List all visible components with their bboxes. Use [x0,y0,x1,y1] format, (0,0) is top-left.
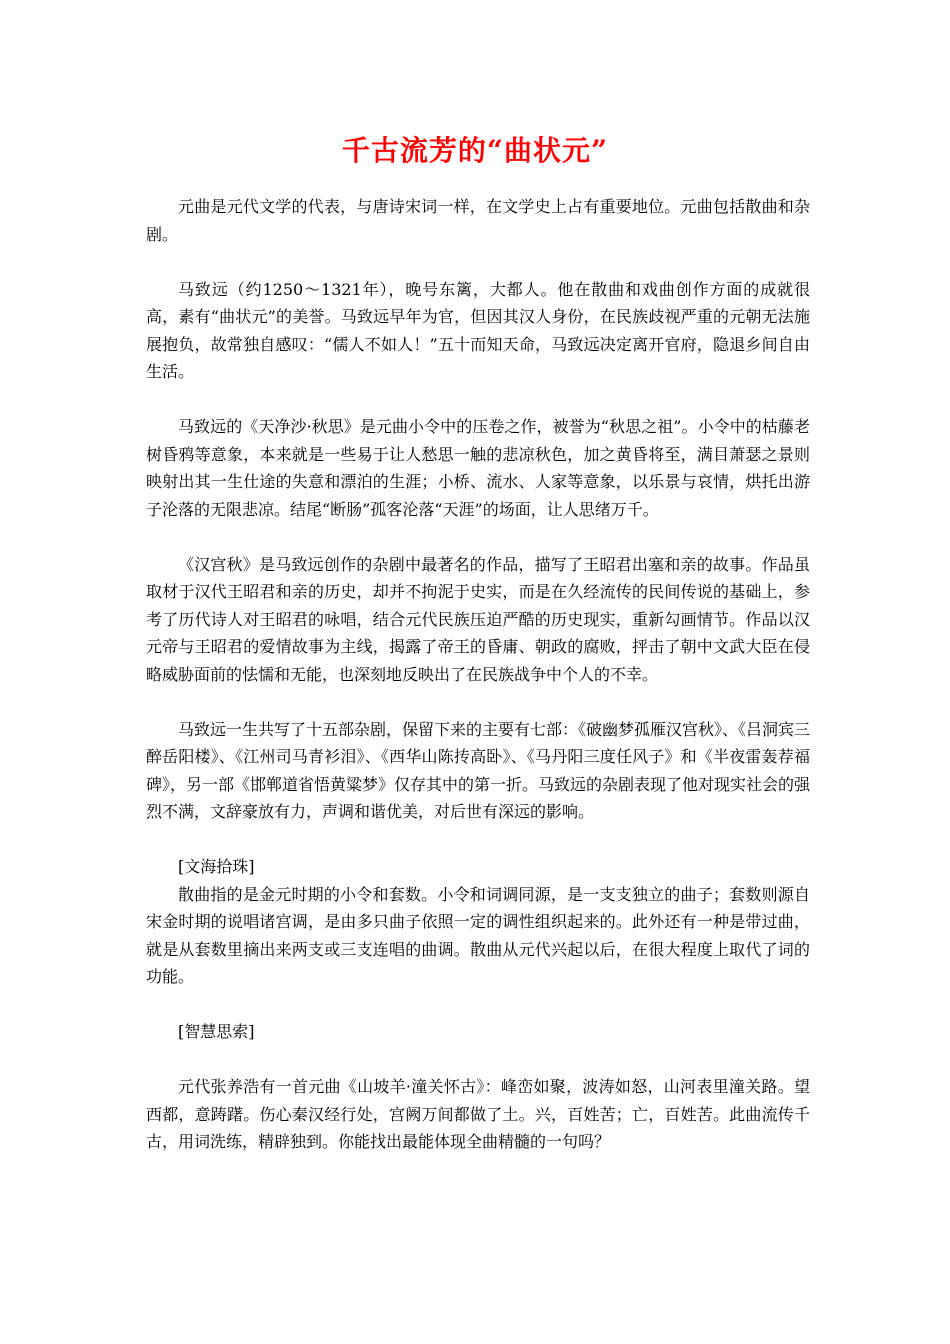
section-heading-zhihui: [智慧思索] [178,1022,255,1041]
page-title: 千古流芳的“曲状元” [341,134,609,167]
paragraph-zaju-works: 马致远一生共写了十五部杂剧，保留下来的主要有七部：《破幽梦孤雁汉宫秋》、《吕洞宾三醉岳阳楼》、《江州司马青衫泪》、《西华山陈抟高卧》、《马丹阳三度任风子》和《半夜雷轰荐福碑》，另一部《邯郸道省悟黄粱梦》仅存其中的第一折。马致远的杂剧表现了他对现实社会的强烈不满，文辞豪放有力，声调和谐优美，对后世有深远的影响。 [146,719,811,821]
paragraph-biography: 马致远（约1250～1321年），晚号东篱，大都人。他在散曲和戏曲创作方面的成就很高，素有“曲状元”的美誉。马致远早年为官，但因其汉人身份，在民族歧视严重的元朝无法施展抱负，故常独自感叹：“儒人不如人！”五十而知天命，马致远决定离开官府，隐退乡间自由生活。 [146,279,810,381]
paragraph-intro: 元曲是元代文学的代表，与唐诗宋词一样，在文学史上占有重要地位。元曲包括散曲和杂剧。 [146,197,810,244]
paragraph-question: 元代张养浩有一首元曲《山坡羊·潼关怀古》：峰峦如聚，波涛如怒，山河表里潼关路。望西都，意踌躇。伤心秦汉经行处，宫阙万间都做了土。兴，百姓苦；亡，百姓苦。此曲流传千古，用词洗练，精辟独到。你能找出最能体现全曲精髓的一句吗？ [146,1077,810,1151]
paragraph-autumn-thoughts: 马致远的《天净沙·秋思》是元曲小令中的压卷之作，被誉为“秋思之祖”。小令中的枯藤老树昏鸦等意象，本来就是一些易于让人愁思一触的悲凉秋色，加之黄昏将至，满目萧瑟之景则映射出其一生仕途的失意和漂泊的生涯；小桥、流水、人家等意象，以乐景与哀情，烘托出游子沦落的无限悲凉。结尾“断肠”孤客沦落“天涯”的场面，让人思绪万千。 [146,417,810,519]
paragraph-han-palace-autumn: 《汉宫秋》是马致远创作的杂剧中最著名的作品，描写了王昭君出塞和亲的故事。作品虽取材于汉代王昭君和亲的历史，却并不拘泥于史实，而是在久经流传的民间传说的基础上，参考了历代诗人对王昭君的咏唱，结合元代民族压迫严酷的历史现实，重新勾画情节。作品以汉元帝与王昭君的爱情故事为主线，揭露了帝王的昏庸、朝政的腐败，抨击了朝中文武大臣在侵略威胁面前的怯懦和无能，也深刻地反映出了在民族战争中个人的不幸。 [146,554,810,684]
paragraph-sanqu: 散曲指的是金元时期的小令和套数。小令和词调同源，是一支支独立的曲子；套数则源自宋金时期的说唱诸宫调，是由多只曲子依照一定的调性组织起来的。此外还有一种是带过曲，就是从套数里摘出来两支或三支连唱的曲调。散曲从元代兴起以后，在很大程度上取代了词的功能。 [146,884,810,986]
article-body [146,193,810,1156]
section-heading-wenhai: [文海拾珠] [178,857,255,876]
